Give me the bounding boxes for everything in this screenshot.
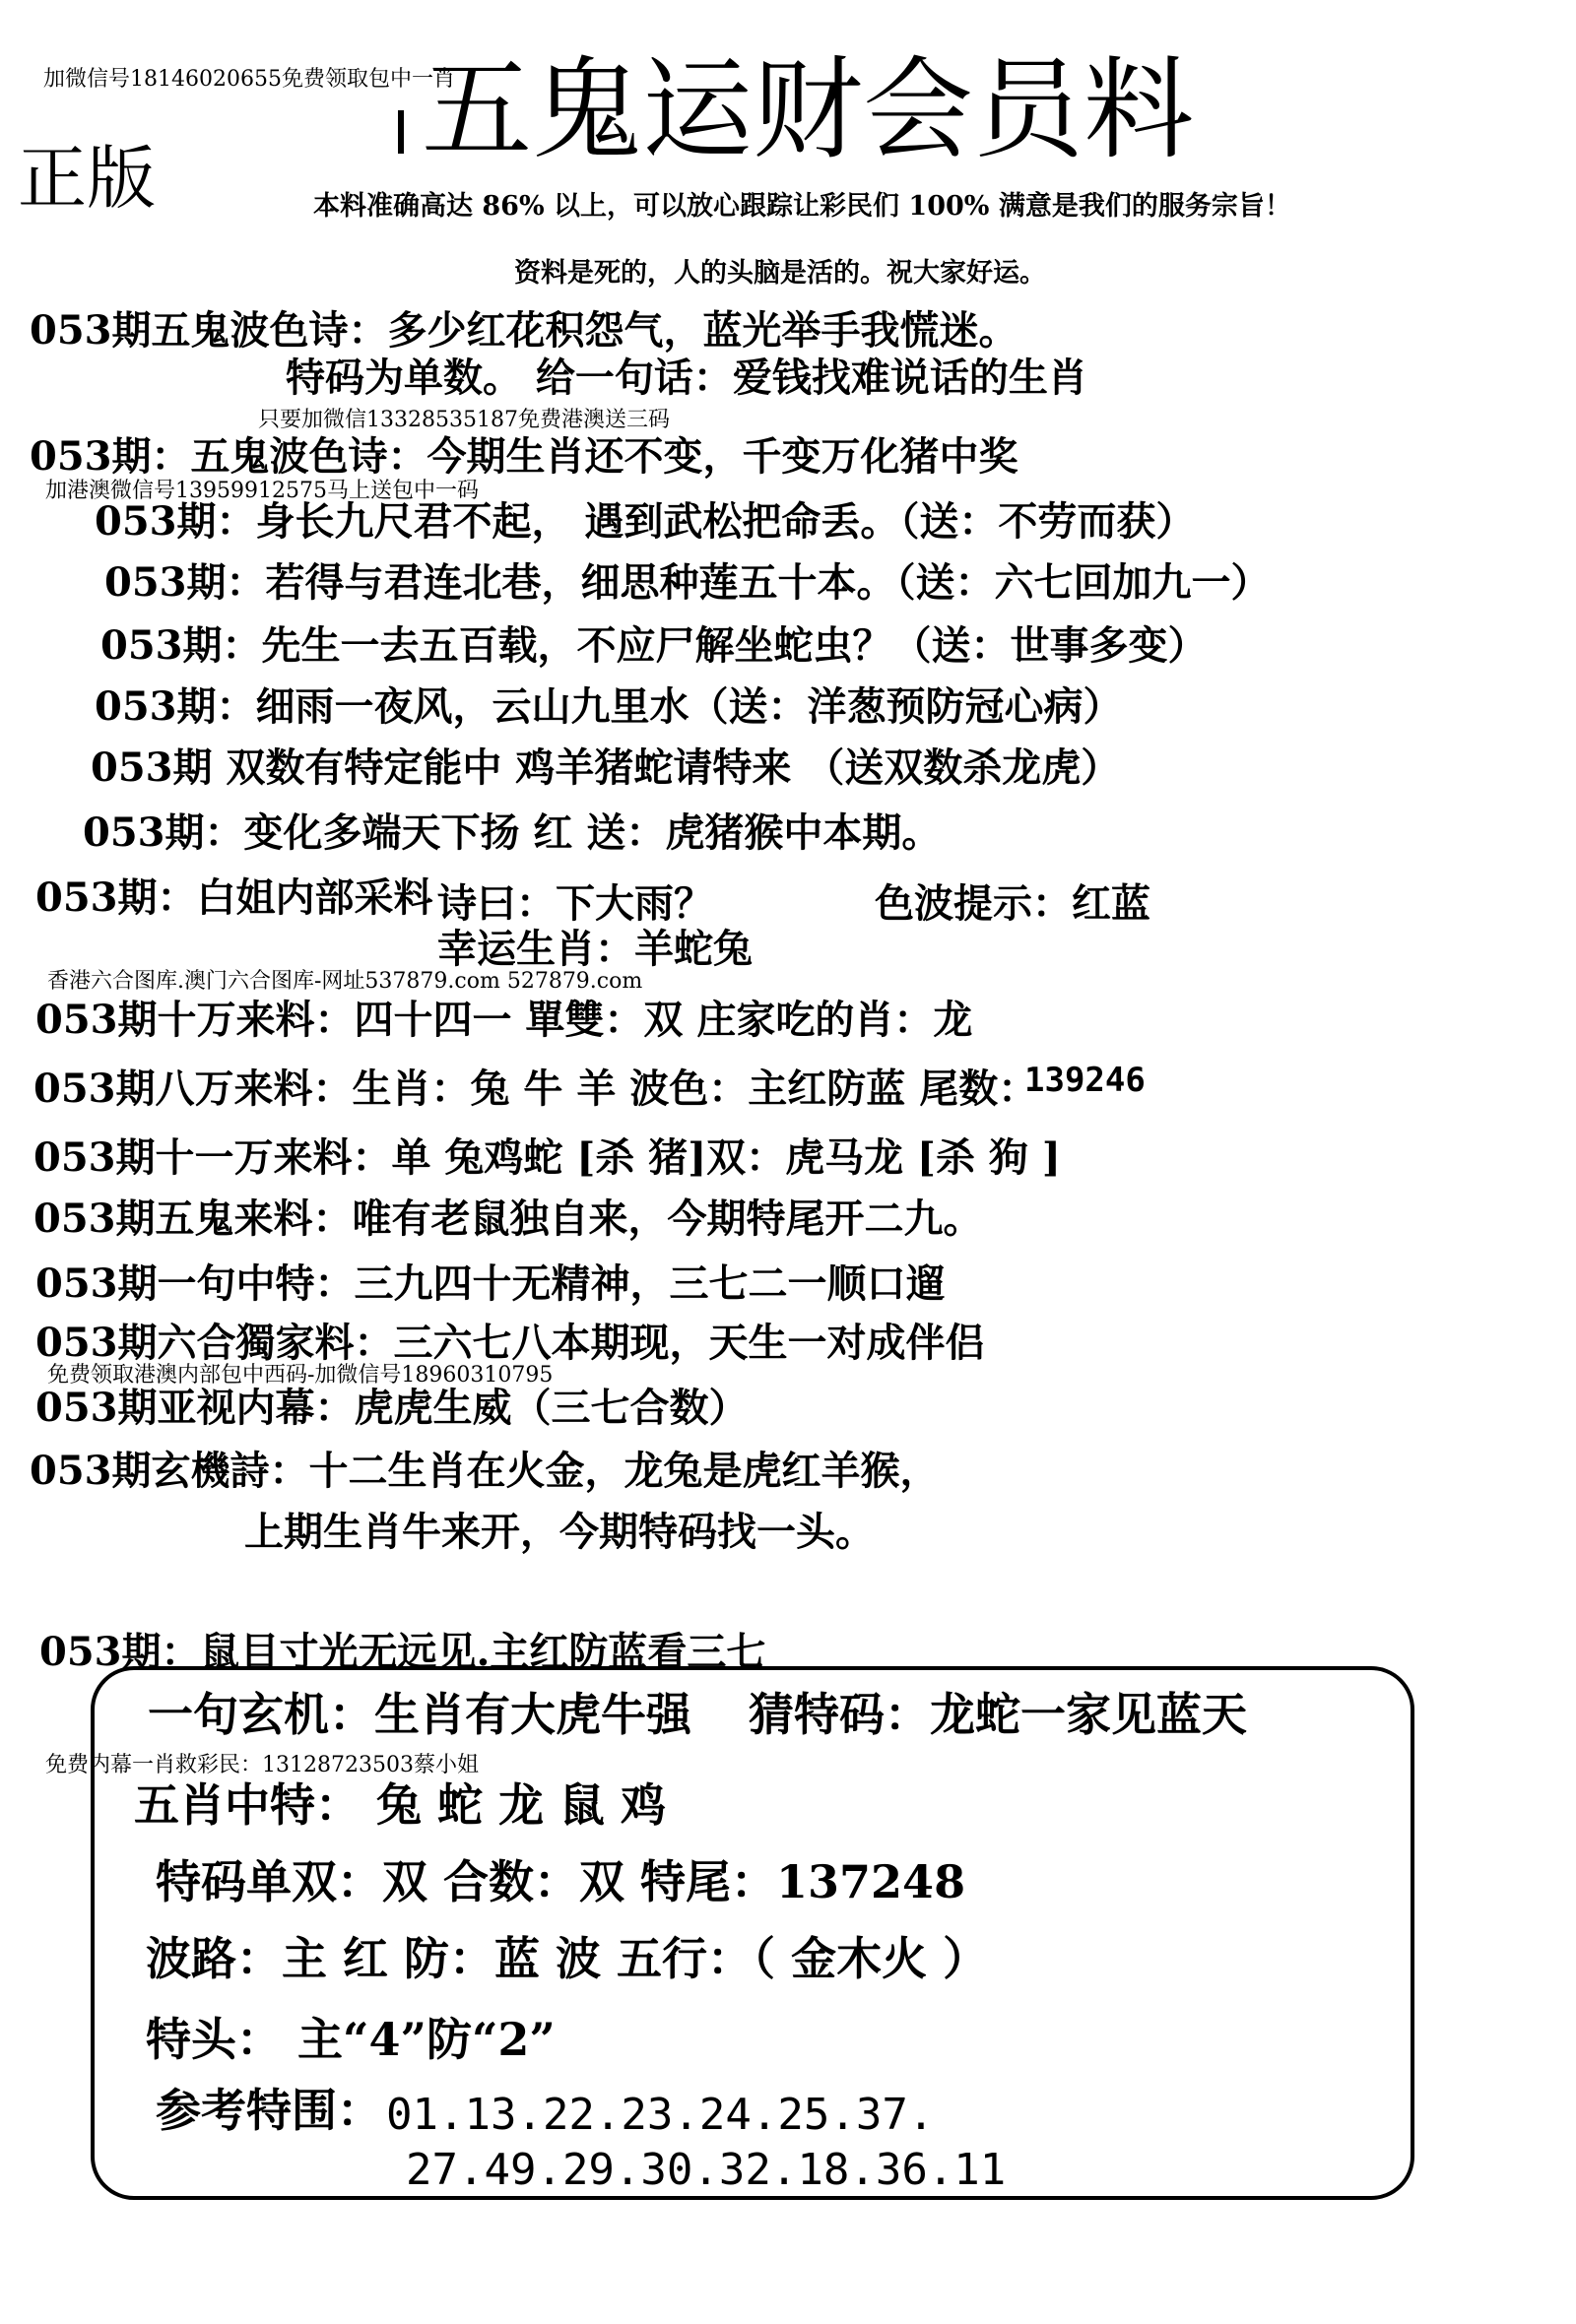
line-bawan-weishu: 139246	[1024, 1061, 1146, 1100]
line-shumu: 053期：鼠目寸光无远见.主红防蓝看三七	[39, 1629, 766, 1675]
line-yashi: 053期亚视内幕：虎虎生威（三七合数）	[35, 1385, 749, 1431]
line-xiansheng: 053期：先生一去五百载，不应尸解坐蛇虫？（送：世事多变）	[100, 622, 1208, 669]
box-bolu: 波路：主 红 防：蓝 波 五行：（ 金木火 ）	[146, 1932, 989, 1985]
box-cankao-row1: 01.13.22.23.24.25.37.	[386, 2090, 935, 2140]
line-liuhe-dujia: 053期六合獨家料：三六七八本期现，天生一对成伴侣	[35, 1320, 985, 1366]
box-tetou: 特头： 主“4”防“2”	[146, 2013, 556, 2066]
watermark-site: 香港六合图库.澳门六合图库-网址537879.com 527879.com	[47, 969, 643, 994]
line-shuangshu: 053期 双数有特定能中 鸡羊猪蛇请特来 （送双数杀龙虎）	[91, 744, 1121, 791]
slogan-accuracy: 本料准确高达 86% 以上，可以放心跟踪让彩民们 100% 满意是我们的服务宗旨！	[313, 191, 1291, 222]
line-shiyiwan: 053期十一万来料：单 兔鸡蛇 [杀 猪]双：虎马龙 [杀 狗 ]	[33, 1134, 1061, 1181]
line-tema-danshu: 特码为单数。 给一句话：爱钱找难说话的生肖	[286, 355, 1087, 401]
slogan-luck: 资料是死的，人的头脑是活的。祝大家好运。	[514, 258, 1046, 289]
line-yiju-zhongte: 053期一句中特：三九四十无精神，三七二一顺口遛	[35, 1260, 946, 1307]
line-baijie-label: 053期：白姐内部采料	[35, 874, 433, 921]
line-bawan: 053期八万来料：生肖：兔 牛 羊 波色：主红防蓝 尾数：	[33, 1065, 1038, 1112]
line-xingyun-shengxiao: 幸运生肖：羊蛇兔	[437, 926, 753, 972]
badge-zhengban: 正版	[18, 138, 156, 219]
line-bianhua: 053期：变化多端天下扬 红 送：虎猪猴中本期。	[83, 809, 942, 856]
line-wugui-bose: 053期五鬼波色诗：多少红花积怨气，蓝光举手我慌迷。	[30, 307, 1018, 354]
box-caitema: 猜特码：龙蛇一家见蓝天	[749, 1688, 1247, 1741]
watermark-wechat-1: 加微信号18146020655免费领取包中一肖	[43, 67, 455, 92]
box-cankao-label: 参考特围：	[156, 2084, 382, 2137]
watermark-wechat-2: 只要加微信13328535187免费港澳送三码	[258, 408, 670, 432]
line-shenchang: 053期：身长九尺君不起， 遇到武松把命丢。（送：不劳而获）	[95, 498, 1196, 545]
watermark-wechat-5: 免费内幕一肖救彩民：13128723503蔡小姐	[45, 1753, 479, 1777]
watermark-wechat-4: 免费领取港澳内部包中西码-加微信号18960310795	[47, 1363, 554, 1388]
line-shiwan: 053期十万来料：四十四一 單雙：双 庄家吃的肖：龙	[35, 997, 973, 1043]
line-shiyue: 诗曰：下大雨？	[437, 880, 713, 927]
line-sebo-tishi: 色波提示：红蓝	[875, 880, 1150, 927]
box-danshuang: 特码单双：双 合数：双 特尾：137248	[156, 1855, 966, 1908]
box-cankao-row2: 27.49.29.30.32.18.36.11	[406, 2145, 1007, 2195]
line-xiyu: 053期：细雨一夜风，云山九里水（送：洋葱预防冠心病）	[95, 683, 1123, 730]
line-wugui-laoliao: 053期五鬼来料：唯有老鼠独自来，今期特尾开二九。	[33, 1195, 983, 1242]
page-title: 五鬼运财会员料	[422, 46, 1194, 174]
line-shangqi: 上期生肖牛来开，今期特码找一头。	[244, 1509, 875, 1555]
title-bar-mark	[398, 110, 404, 154]
line-xuanji-shi: 053期玄機詩：十二生肖在火金，龙兔是虎红羊猴，	[30, 1448, 940, 1494]
box-xuanji: 一句玄机：生肖有大虎牛强	[148, 1688, 691, 1741]
line-ruode: 053期：若得与君连北巷，细思种莲五十本。（送：六七回加九一）	[104, 559, 1271, 606]
line-wugui-bose-2: 053期：五鬼波色诗：今期生肖还不变，千变万化猪中奖	[30, 433, 1018, 480]
watermark-wechat-3: 加港澳微信号13959912575马上送包中一码	[45, 479, 479, 503]
box-wuxiao: 五肖中特： 兔 蛇 龙 鼠 鸡	[134, 1778, 667, 1832]
